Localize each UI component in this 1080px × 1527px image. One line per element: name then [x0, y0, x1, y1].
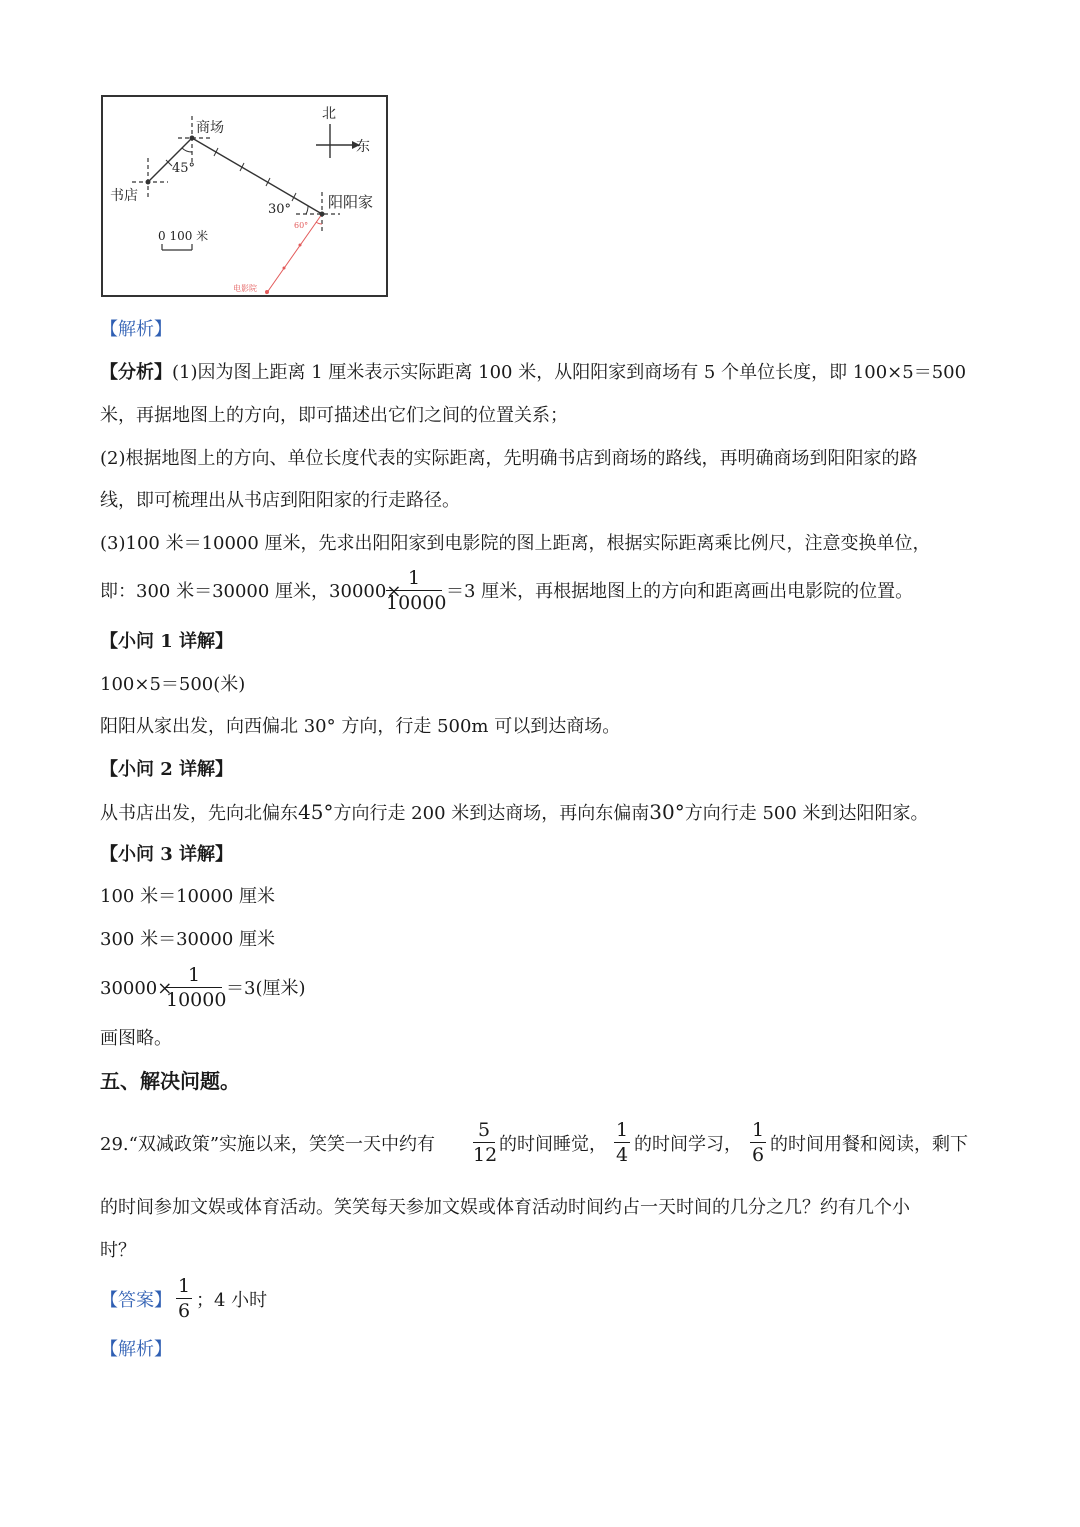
fraction-denominator: 10000 — [166, 989, 227, 1011]
analysis-tag: 【分析】 — [100, 362, 172, 383]
q3-line-4: 画图略。 — [100, 1028, 172, 1049]
q1-line-2: 阳阳从家出发，向西偏北 30° 方向，行走 500m 可以到达商场。 — [100, 716, 621, 737]
problem-29-d: 的时间用餐和阅读，剩下 — [770, 1134, 968, 1155]
problem-29-b: 的时间睡觉， — [499, 1134, 607, 1155]
problem-29-line-2: 的时间参加文娱或体育活动。笑笑每天参加文娱或体育活动时间约占一天时间的几分之几？约有几个小 — [100, 1197, 910, 1218]
answer-tag: 【答案】 — [100, 1290, 172, 1311]
degree-45: 45° — [298, 800, 334, 824]
fraction-scale-1 — [386, 567, 447, 614]
q3-line-2: 300 米＝30000 厘米 — [100, 929, 276, 950]
map-label-east: 东 — [356, 139, 370, 155]
map-label-home: 阳阳家 — [328, 193, 374, 211]
analysis-p2-a: (2)根据地图上的方向、单位长度代表的实际距离，先明确书店到商场的路线，再明确商场到阳阳家的路 — [100, 448, 918, 469]
fraction-1-6: 1 6 — [751, 1119, 765, 1166]
analysis-p1-b: 米，再据地图上的方向，即可描述出它们之间的位置关系； — [100, 405, 568, 426]
fraction-denominator: 10000 — [386, 592, 447, 614]
analysis-p2-b: 线，即可梳理出从书店到阳阳家的行走路径。 — [100, 490, 460, 511]
degree-30: 30° — [649, 800, 685, 824]
fraction-numerator: 1 — [407, 567, 421, 589]
problem-29-c: 的时间学习， — [634, 1134, 742, 1155]
q1-title: 【小问 1 详解】 — [100, 631, 234, 652]
map-figure — [100, 94, 390, 300]
q3-line-3-pre: 30000× — [100, 978, 173, 999]
map-label-mall: 商场 — [196, 120, 224, 136]
map-angle-45: 45° — [172, 161, 196, 176]
q3-line-1: 100 米＝10000 厘米 — [100, 886, 276, 907]
q3-line-3-post: ＝3(厘米) — [226, 978, 306, 999]
analysis-p3-b-post: ＝3 厘米，再根据地图上的方向和距离画出电影院的位置。 — [446, 581, 914, 602]
q2-title: 【小问 2 详解】 — [100, 759, 234, 780]
fraction-scale-2 — [166, 964, 227, 1011]
fraction-1-4: 1 4 — [615, 1119, 629, 1166]
problem-29-line-3: 时？ — [100, 1240, 136, 1261]
section-heading: 五、解决问题。 — [100, 1069, 240, 1093]
analysis-heading-2: 【解析】 — [100, 1339, 172, 1360]
analysis-p3-a: (3)100 米＝10000 厘米，先求出阳阳家到电影院的图上距离，根据实际距离乘比例尺，注意变换单位， — [100, 533, 931, 554]
fraction-numerator: 1 — [187, 964, 201, 986]
map-label-north: 北 — [322, 106, 336, 122]
analysis-line-1 — [100, 361, 966, 385]
q3-title: 【小问 3 详解】 — [100, 844, 234, 865]
answer-fraction: 1 6 — [177, 1275, 191, 1322]
map-angle-30: 30° — [268, 202, 292, 217]
analysis-heading: 【解析】 — [100, 319, 172, 340]
problem-29-a: 29.“双减政策”实施以来，笑笑一天中约有 — [100, 1134, 436, 1155]
map-label-cinema: 电影院 — [233, 284, 257, 293]
analysis-p3-b-pre: 即：300 米＝30000 厘米，30000× — [100, 581, 402, 602]
q1-line-1: 100×5＝500(米) — [100, 674, 246, 695]
map-scale-label: 0 100 米 — [158, 229, 209, 243]
answer-text: ；4 小时 — [196, 1290, 268, 1311]
q2-line-1: 从书店出发，先向北偏东45°方向行走 200 米到达商场，再向东偏南30°方向行走 500 米到达阳阳家。 — [100, 800, 929, 824]
analysis-p1-a: (1)因为图上距离 1 厘米表示实际距离 100 米，从阳阳家到商场有 5 个单位长度，即 100×5＝500 — [172, 362, 967, 383]
map-angle-60: 60° — [294, 221, 309, 230]
fraction-5-12: 5 12 — [473, 1119, 498, 1166]
map-label-bookstore: 书店 — [110, 188, 138, 204]
